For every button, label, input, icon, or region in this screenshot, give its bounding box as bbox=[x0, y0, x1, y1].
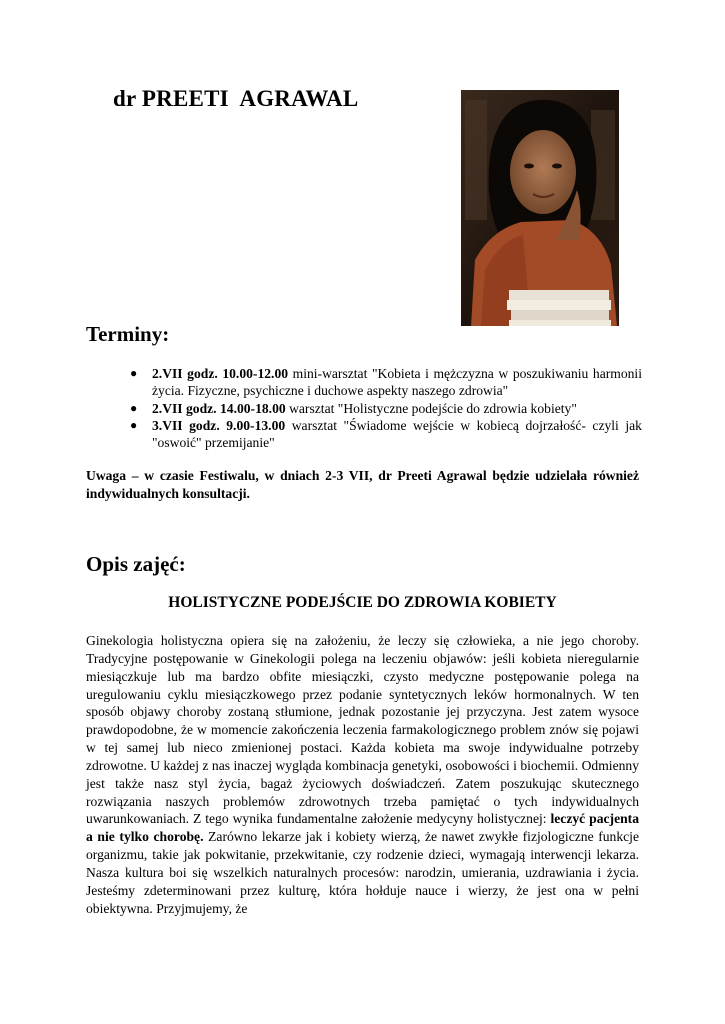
list-item bbox=[130, 417, 642, 452]
term-date: 2.VII godz. 14.00-18.00 bbox=[152, 400, 286, 416]
portrait-photo bbox=[461, 90, 619, 326]
bullet-icon: ● bbox=[130, 366, 138, 380]
term-description: warsztat "Holistyczne podejście do zdrowia kobiety" bbox=[285, 400, 577, 416]
description-subheading: HOLISTYCZNE PODEJŚCIE DO ZDROWIA KOBIETY bbox=[168, 594, 557, 611]
term-description: mini-warsztat "Kobieta i mężczyzna w poszukiwaniu harmonii życia. Fizyczne, psychiczne i duchowe aspekty naszego zdrowia" bbox=[152, 366, 642, 399]
term-date: 2.VII godz. 10.00-12.00 bbox=[152, 366, 289, 381]
bullet-icon: ● bbox=[130, 417, 138, 432]
paragraph-emphasis: leczyć pacjenta a nie tylko chorobę. bbox=[86, 811, 639, 845]
terms-list bbox=[130, 365, 642, 451]
list-item bbox=[130, 400, 642, 417]
page-title: dr PREETI AGRAWAL bbox=[113, 86, 359, 111]
bullet-icon: ● bbox=[130, 400, 138, 415]
paragraph-text-continued: Zarówno lekarze jak i kobiety wierzą, że nawet zwykłe fizjologiczne funkcje organizmu, takie jak pokwitanie, przekwitanie, czy rodzenie dzieci, wymagają interwencji lekarza. Nasza kultura boi się wszelkich naturalnych procesów: narodzin, umierania, uzdrawiania i życia. Jesteśmy zdeterminowani przez kulturę, która hołduje nauce i wierzy, że jest ona w pełni obiektywna. Przyjmujemy, że bbox=[86, 829, 639, 916]
paragraph-text: Ginekologia holistyczna opiera się na założeniu, że leczy się człowieka, a nie jego choroby. Tradycyjne postępowanie w Ginekologii polega na leczeniu objawów: jeśli kobieta nieregularnie miesiączkuje lub ma bardzo obfite miesiączki, czysto medyczne postępowanie polega na uregulowaniu cyklu miesiączkowego przez podanie syntetycznych leków hormonalnych. W ten sposób objawy choroby zostaną stłumione, jednak pozostanie jej przyczyna. Jest zatem wysoce prawdopodobne, że w momencie zakończenia leczenia farmakologicznego problem znów się pojawi w tej samej lub nieco zmienionej postaci. Każda kobieta ma swoje indywidualne potrzeby zdrowotne. U każdej z nas inaczej wygląda kombinacja genetyki, osobowości i biochemii. Odmienny jest także nasz styl życia, bagaż życiowych doświadczeń. Zatem poszukując skutecznego rozwiązania naszych problemów zdrowotnych trzeba pamiętać o tych indywidualnych uwarunkowaniach. Z tego wynika fundamentalne założenie medycyny holistycznej: bbox=[86, 633, 639, 827]
terms-heading: Terminy: bbox=[86, 322, 170, 346]
description-heading: Opis zajęć: bbox=[86, 552, 186, 576]
term-description: warsztat "Świadome wejście w kobiecą dojrzałość- czyli jak "oswoić" przemijanie" bbox=[152, 417, 642, 451]
description-paragraph bbox=[86, 632, 639, 918]
consultation-note: Uwaga – w czasie Festiwalu, w dniach 2-3 VII, dr Preeti Agrawal będzie udzielała również indywidualnych konsultacji. bbox=[86, 468, 639, 501]
term-date: 3.VII godz. 9.00-13.00 bbox=[152, 417, 286, 433]
list-item bbox=[130, 365, 642, 400]
